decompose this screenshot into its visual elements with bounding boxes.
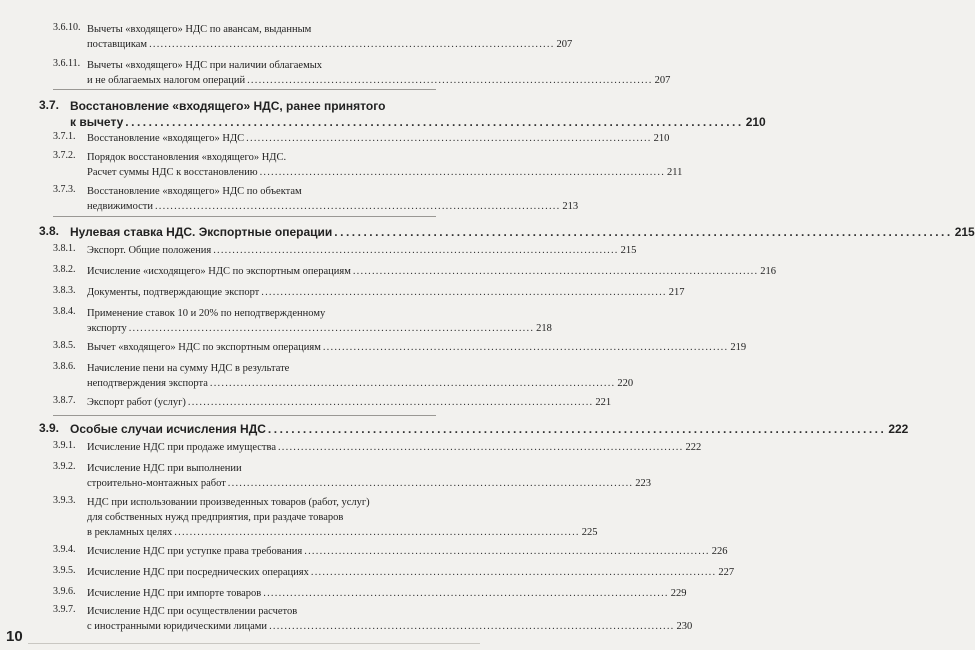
- entry-page: 215: [620, 245, 637, 256]
- entry-page: 213: [562, 201, 579, 212]
- entry-number: 3.7.3.: [53, 184, 76, 195]
- entry-page: 219: [730, 342, 747, 353]
- entry-title-line: недвижимости: [87, 201, 153, 212]
- entry-title-line: Исчисление НДС при импорте товаров: [87, 588, 262, 599]
- leader-dots: ..........................................................................................................: [267, 422, 887, 436]
- leader-dots: ..........................................................................................................: [149, 39, 555, 50]
- leader-dots: ..........................................................................................................: [263, 588, 669, 599]
- entry-title-line: Восстановление «входящего» НДС по объектам: [87, 186, 302, 197]
- leader-dots: ..........................................................................................................: [213, 245, 619, 256]
- entry-page: 216: [760, 266, 777, 277]
- entry-title-line: Экспорт. Общие положения: [87, 245, 212, 256]
- entry-page: 207: [556, 39, 573, 50]
- leader-dots: ..........................................................................................................: [310, 567, 717, 578]
- section-page: 215: [954, 225, 975, 239]
- entry-title-line: Экспорт работ (услуг): [87, 397, 186, 408]
- entry-title-line: Исчисление НДС при осуществлении расчетов: [87, 606, 298, 617]
- entry-page: 223: [635, 478, 651, 489]
- entry-page: 210: [653, 133, 670, 144]
- section-title-line: Нулевая ставка НДС. Экспортные операции: [70, 225, 333, 239]
- entry-title-line: Восстановление «входящего» НДС: [87, 133, 245, 144]
- entry-page: 229: [670, 588, 687, 599]
- entry-number: 3.6.11.: [53, 58, 81, 69]
- entry-title-line: Исчисление НДС при продаже имущества: [87, 442, 276, 453]
- entry-title-line: Вычеты «входящего» НДС при наличии облагаемых: [87, 60, 323, 71]
- entry-title-line: в рекламных целях: [87, 527, 173, 538]
- entry-title-line: и не облагаемых налогом операций: [87, 75, 246, 86]
- entry-number: 3.8.5.: [53, 340, 76, 351]
- entry-page: 225: [581, 527, 598, 538]
- section-number: 3.7.: [39, 98, 60, 112]
- entry-number: 3.7.1.: [53, 131, 76, 142]
- entry-page: 218: [536, 323, 552, 334]
- entry-number: 3.9.1.: [53, 440, 76, 451]
- leader-dots: ..........................................................................................................: [322, 342, 729, 353]
- entry-number: 3.8.3.: [53, 285, 76, 296]
- entry-page: 230: [676, 621, 693, 632]
- entry-title-line: неподтверждения экспорта: [87, 378, 208, 389]
- entry-number: 3.9.2.: [53, 461, 76, 472]
- entry-title-line: Вычеты «входящего» НДС по авансам, выданным: [87, 24, 312, 35]
- entry-number: 3.8.7.: [53, 395, 76, 406]
- entry-number: 3.8.2.: [53, 264, 76, 275]
- leader-dots: ..........................................................................................................: [187, 397, 594, 408]
- leader-dots: ..........................................................................................................: [209, 378, 616, 389]
- section-page: 210: [745, 115, 766, 129]
- entry-page: 207: [654, 75, 671, 86]
- entry-title-line: Начисление пени на сумму НДС в результате: [87, 363, 290, 374]
- entry-number: 3.8.1.: [53, 243, 76, 254]
- entry-title-line: с иностранными юридическими лицами: [87, 621, 268, 632]
- entry-page: 222: [685, 442, 702, 453]
- entry-title-line: строительно-монтажных работ: [87, 478, 226, 489]
- entry-page: 217: [668, 287, 685, 298]
- entry-title-line: Исчисление НДС при уступке права требования: [87, 546, 303, 557]
- entry-page: 226: [711, 546, 728, 557]
- leader-dots: ..........................................................................................................: [269, 621, 675, 632]
- entry-title-line: Порядок восстановления «входящего» НДС.: [87, 152, 287, 163]
- section-title-line: к вычету: [70, 115, 124, 129]
- entry-title-line: Исчисление НДС при выполнении: [87, 463, 242, 474]
- leader-dots: ..........................................................................................................: [259, 167, 666, 178]
- entry-page: 221: [595, 397, 612, 408]
- entry-title-line: для собственных нужд предприятия, при раздаче товаров: [87, 512, 344, 523]
- leader-dots: ..........................................................................................................: [125, 115, 744, 129]
- section-number: 3.9.: [39, 421, 60, 435]
- leader-dots: ..........................................................................................................: [247, 75, 653, 86]
- leader-dots: ..........................................................................................................: [334, 225, 953, 239]
- entry-number: 3.8.4.: [53, 306, 76, 317]
- leader-dots: ..........................................................................................................: [128, 323, 535, 334]
- entry-number: 3.9.3.: [53, 495, 76, 506]
- entry-title-line: Вычет «входящего» НДС по экспортным операциям: [87, 342, 321, 353]
- divider: [53, 216, 436, 217]
- section-number: 3.8.: [39, 224, 60, 238]
- entry-number: 3.9.4.: [53, 544, 76, 555]
- entry-number: 3.9.5.: [53, 565, 76, 576]
- entry-title-line: Расчет суммы НДС к восстановлению: [87, 167, 258, 178]
- leader-dots: ..........................................................................................................: [154, 201, 561, 212]
- leader-dots: ..........................................................................................................: [174, 527, 580, 538]
- footer-rule: [28, 643, 480, 644]
- entry-number: 3.9.7.: [53, 604, 76, 615]
- entry-page: 227: [718, 567, 735, 578]
- leader-dots: ..........................................................................................................: [246, 133, 652, 144]
- leader-dots: ..........................................................................................................: [277, 442, 684, 453]
- entry-title-line: экспорту: [87, 323, 127, 334]
- entry-title-line: поставщикам: [87, 39, 148, 50]
- leader-dots: ..........................................................................................................: [261, 287, 667, 298]
- entry-title-line: Исчисление «исходящего» НДС по экспортным операциям: [87, 266, 351, 277]
- section-title-line: Восстановление «входящего» НДС, ранее принятого: [70, 99, 386, 113]
- entry-title-line: Исчисление НДС при посреднических операциях: [87, 567, 309, 578]
- leader-dots: ..........................................................................................................: [352, 266, 759, 277]
- entry-number: 3.8.6.: [53, 361, 76, 372]
- entry-title-line: НДС при использовании произведенных товаров (работ, услуг): [87, 497, 370, 508]
- divider: [53, 415, 436, 416]
- section-page: 222: [888, 422, 909, 436]
- entry-number: 3.9.6.: [53, 586, 76, 597]
- entry-page: 220: [617, 378, 634, 389]
- page-number: 10: [6, 628, 23, 645]
- leader-dots: ..........................................................................................................: [227, 478, 634, 489]
- leader-dots: ..........................................................................................................: [304, 546, 710, 557]
- entry-page: 211: [667, 167, 683, 178]
- entry-number: 3.6.10.: [53, 22, 81, 33]
- divider: [53, 89, 436, 90]
- section-title-line: Особые случаи исчисления НДС: [70, 422, 266, 436]
- entry-title-line: Документы, подтверждающие экспорт: [87, 287, 260, 298]
- entry-number: 3.7.2.: [53, 150, 76, 161]
- entry-title-line: Применение ставок 10 и 20% по неподтвержденному: [87, 308, 326, 319]
